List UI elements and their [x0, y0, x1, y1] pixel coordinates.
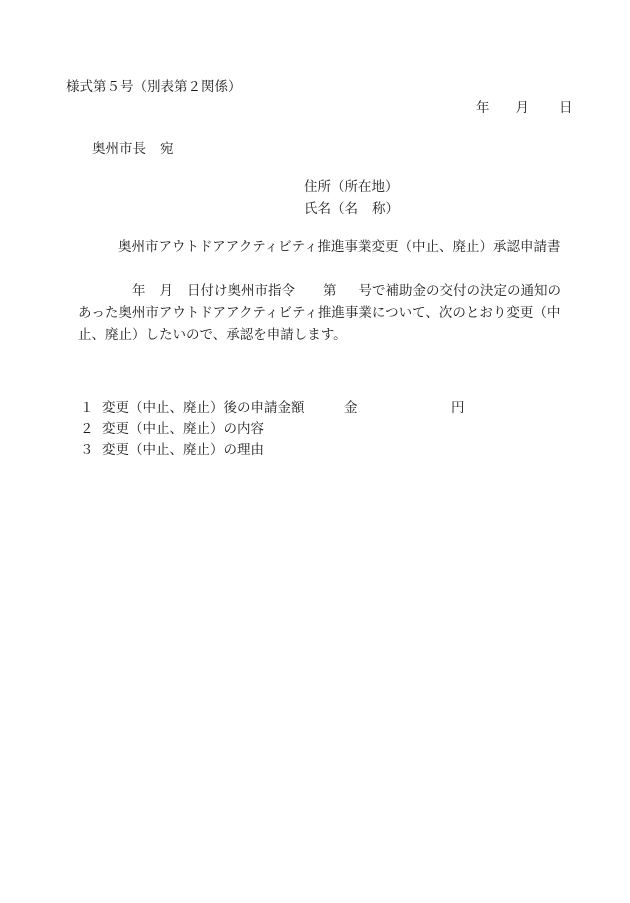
- item-2-text: 変更（中止、廃止）の内容: [102, 421, 264, 437]
- body-dai: 第: [323, 283, 337, 299]
- document-title: 奥州市アウトドアアクティビティ推進事業変更（中止、廃止）承認申請書: [118, 239, 561, 255]
- applicant-name-label-part2: 称）: [372, 201, 399, 217]
- body-line-3: 止、廃止）したいので、承認を申請します。: [78, 327, 347, 343]
- body-line1-rest: 号で補助金の交付の決定の通知の: [358, 283, 561, 299]
- addressee-honorific: 宛: [160, 141, 174, 157]
- body-year: 年: [132, 283, 146, 299]
- date-year: 年: [476, 100, 490, 116]
- date-day: 日: [559, 100, 573, 116]
- date-month: 月: [515, 100, 529, 116]
- item-3-text: 変更（中止、廃止）の理由: [102, 442, 264, 458]
- body-paragraph: [78, 280, 576, 346]
- amount-unit: 円: [451, 400, 465, 416]
- item-2-number: ２: [80, 421, 94, 437]
- amount-prefix: 金: [344, 400, 358, 416]
- addressee: [92, 143, 174, 157]
- body-month: 月: [159, 283, 173, 299]
- item-1-text: 変更（中止、廃止）後の申請金額: [102, 400, 305, 416]
- body-date-prefix: 日付け奥州市指令: [187, 283, 295, 299]
- item-2: [80, 423, 264, 437]
- addressee-name: 奥州市長: [92, 141, 146, 157]
- date-line: [476, 102, 573, 116]
- body-line-2: あった奥州市アウトドアアクティビティ推進事業について、次のとおり変更（中: [78, 305, 561, 321]
- applicant-address-label: 住所（所在地）: [304, 179, 399, 195]
- item-3-number: ３: [80, 442, 94, 458]
- form-number: 様式第５号（別表第２関係）: [66, 79, 242, 95]
- applicant-name-label-part1: 氏名（名: [304, 201, 358, 217]
- item-3: [80, 444, 264, 458]
- body-line-1: [78, 280, 576, 302]
- item-1: [80, 402, 305, 416]
- applicant-name-label: [304, 203, 399, 217]
- item-1-number: １: [80, 400, 94, 416]
